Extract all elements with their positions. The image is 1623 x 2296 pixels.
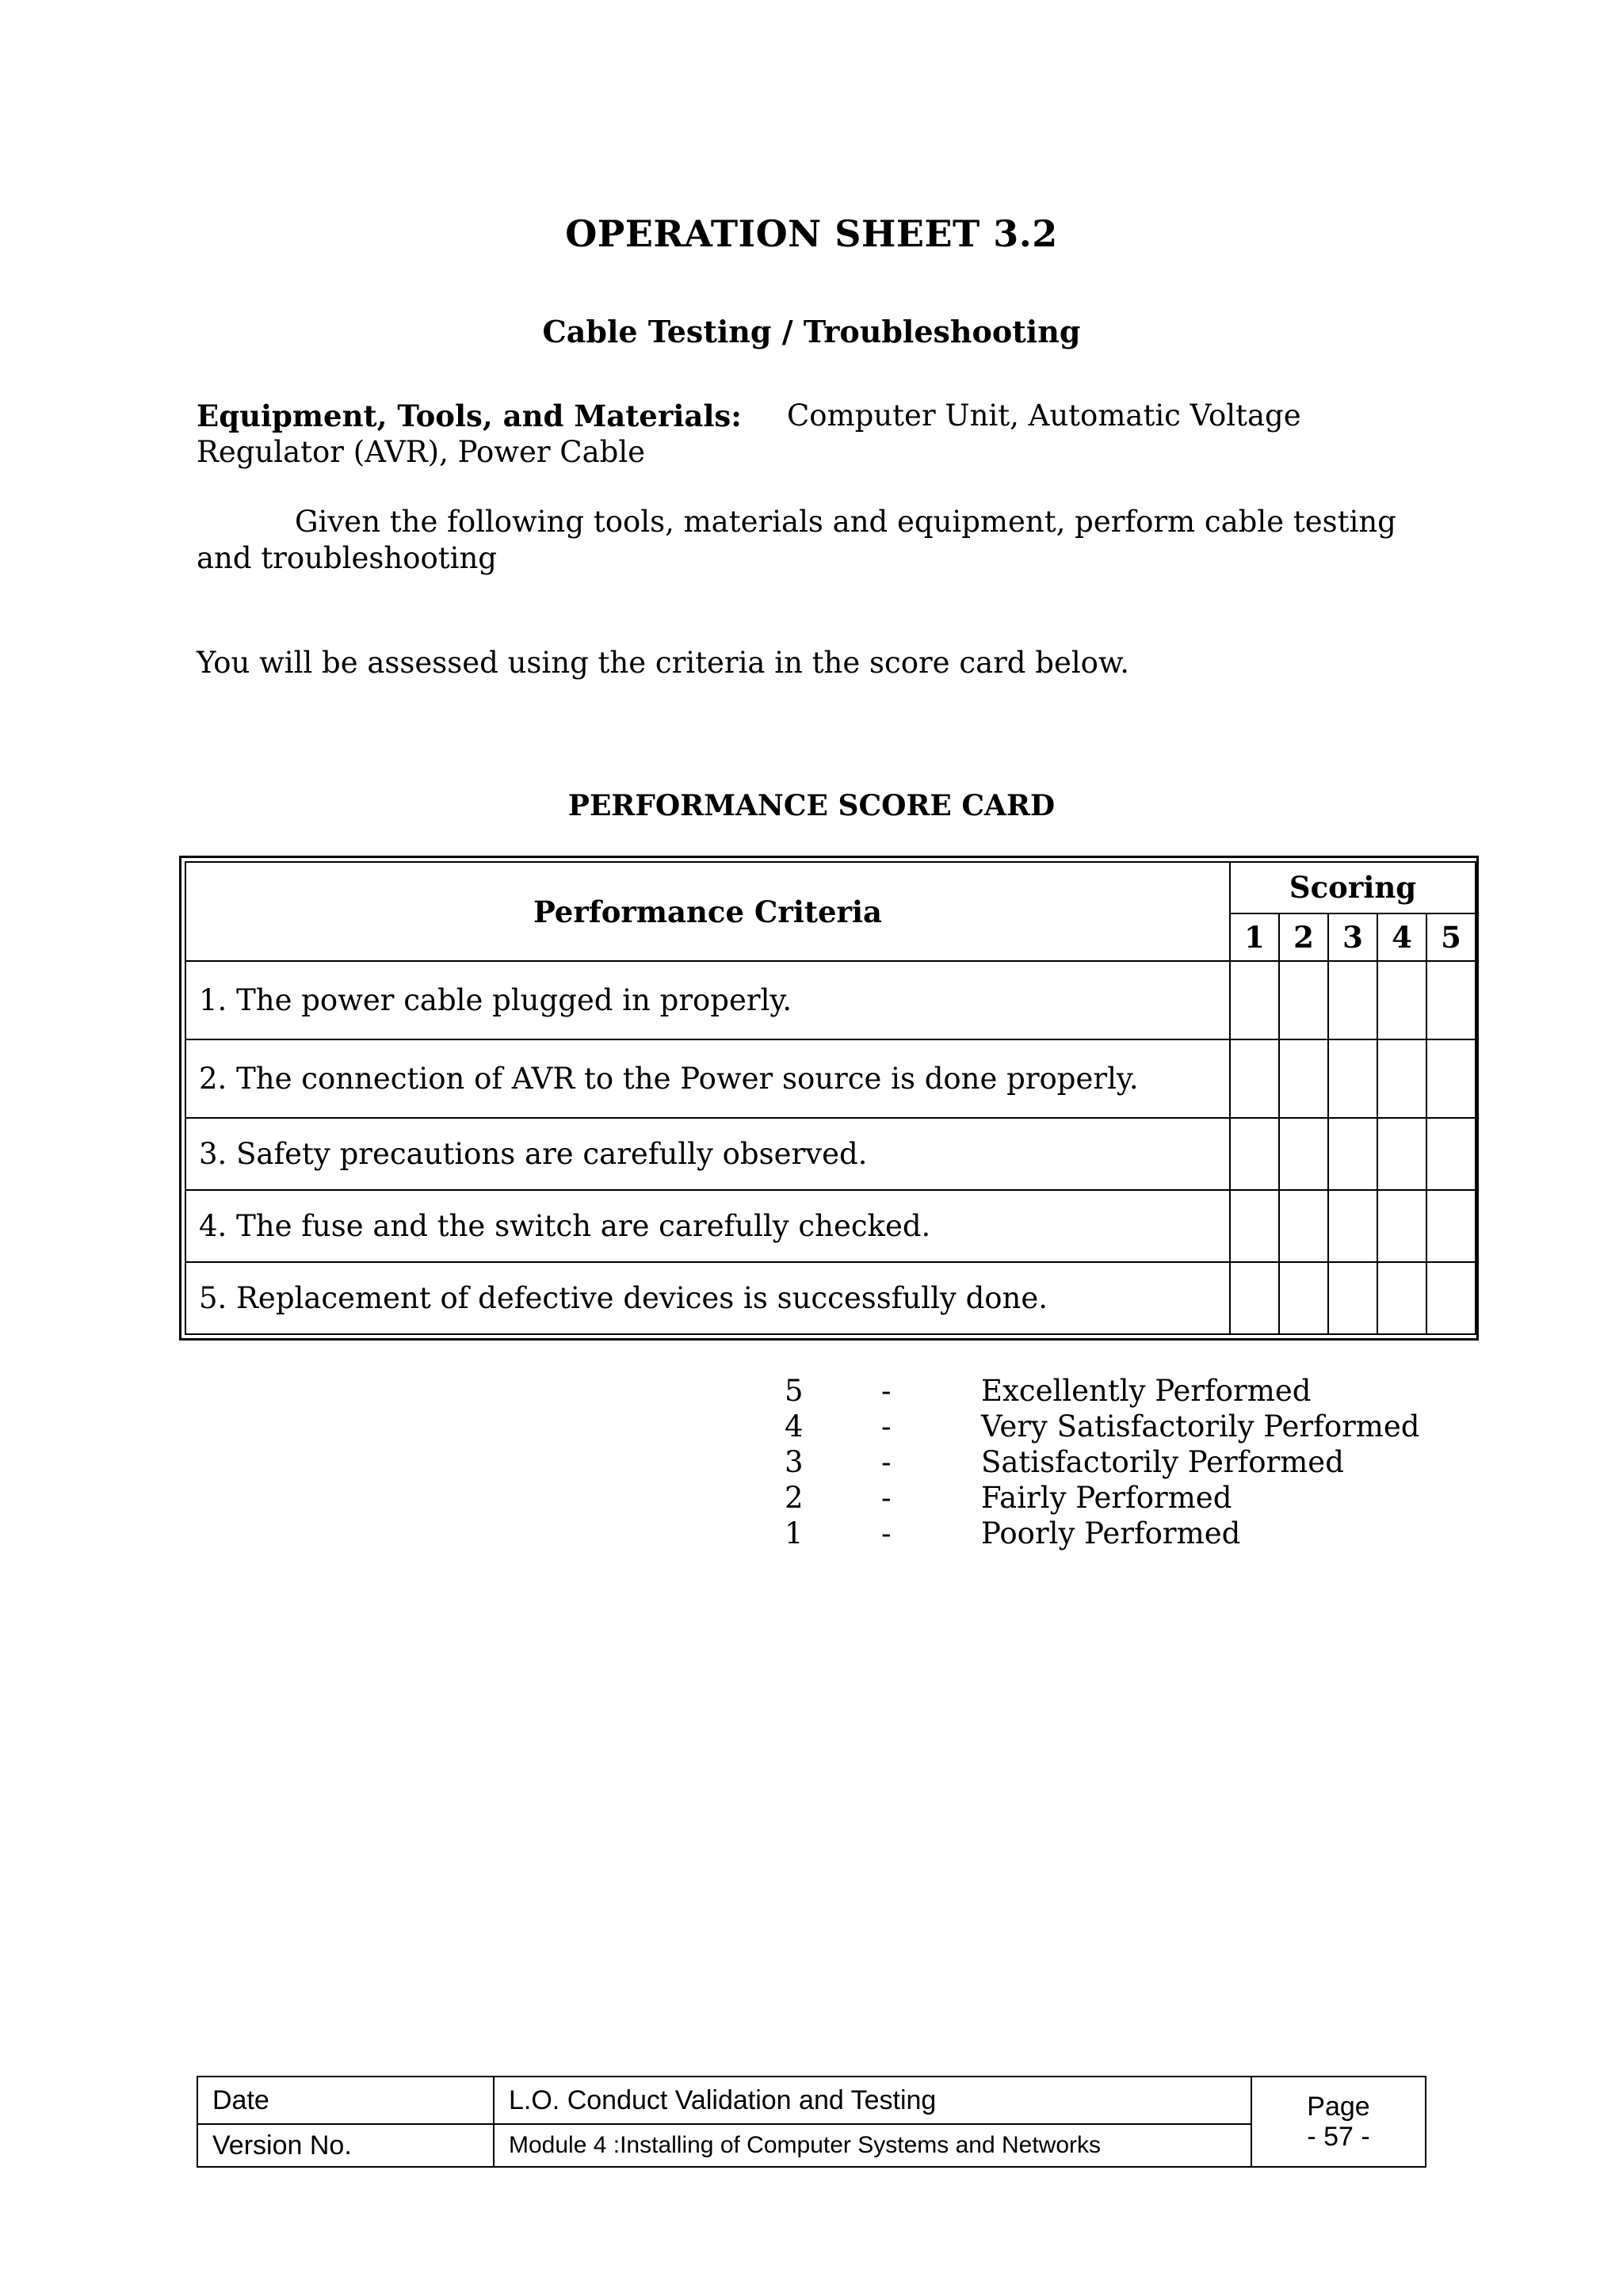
score-cell[interactable]	[1279, 1039, 1328, 1118]
legend-value: 2	[785, 1481, 804, 1515]
criteria-text: 4. The fuse and the switch are carefully checked.	[185, 1190, 1230, 1262]
score-cell[interactable]	[1426, 961, 1476, 1039]
sheet-subtitle: Cable Testing / Troubleshooting	[542, 314, 1081, 349]
legend-row	[785, 1444, 1419, 1480]
criteria-row	[185, 1039, 1476, 1118]
score-card-table	[185, 861, 1476, 1335]
scoring-header: Scoring	[1230, 862, 1476, 913]
legend-description: Very Satisfactorily Performed	[981, 1409, 1420, 1444]
legend-row	[785, 1409, 1419, 1444]
footer-module-text: Module 4 :Installing of Computer Systems and Networks	[494, 2124, 1251, 2167]
equipment-value-line2: Regulator (AVR), Power Cable	[197, 435, 646, 469]
legend-description: Excellently Performed	[981, 1374, 1312, 1408]
score-card-table-frame	[179, 856, 1479, 1341]
legend-dash: -	[881, 1374, 892, 1408]
criteria-text: 1. The power cable plugged in properly.	[185, 961, 1230, 1039]
score-cell[interactable]	[1230, 1039, 1279, 1118]
instruction-line2: and troubleshooting	[197, 541, 497, 575]
footer-date-label: Date	[197, 2077, 494, 2124]
legend-value: 1	[785, 1516, 804, 1550]
legend-row	[785, 1373, 1419, 1409]
footer-page-number: - 57 -	[1307, 2122, 1370, 2152]
score-cell[interactable]	[1328, 1118, 1377, 1190]
footer-lo-text: L.O. Conduct Validation and Testing	[494, 2077, 1251, 2124]
score-cell[interactable]	[1279, 1262, 1328, 1334]
assessment-note: You will be assessed using the criteria in the score card below.	[197, 646, 1129, 680]
score-column-4: 4	[1377, 913, 1426, 962]
score-cell[interactable]	[1279, 961, 1328, 1039]
score-cell[interactable]	[1230, 961, 1279, 1039]
page-footer	[197, 2076, 1426, 2168]
score-cell[interactable]	[1426, 1118, 1476, 1190]
score-column-2: 2	[1279, 913, 1328, 962]
score-cell[interactable]	[1279, 1118, 1328, 1190]
criteria-header: Performance Criteria	[185, 862, 1230, 961]
score-cell[interactable]	[1328, 1262, 1377, 1334]
legend-value: 5	[785, 1374, 804, 1408]
score-cell[interactable]	[1377, 1118, 1426, 1190]
instruction-paragraph	[197, 504, 1433, 577]
score-cell[interactable]	[1230, 1262, 1279, 1334]
criteria-text: 5. Replacement of defective devices is successfully done.	[185, 1262, 1230, 1334]
legend-dash: -	[881, 1516, 892, 1550]
score-cell[interactable]	[1230, 1190, 1279, 1262]
score-column-1: 1	[1230, 913, 1279, 962]
score-cell[interactable]	[1328, 1190, 1377, 1262]
legend-description: Satisfactorily Performed	[981, 1445, 1344, 1479]
score-cell[interactable]	[1328, 1039, 1377, 1118]
criteria-row	[185, 1262, 1476, 1334]
criteria-row	[185, 1190, 1476, 1262]
legend-value: 3	[785, 1445, 804, 1479]
score-column-3: 3	[1328, 913, 1377, 962]
sheet-title: OPERATION SHEET 3.2	[565, 212, 1058, 255]
score-cell[interactable]	[1279, 1190, 1328, 1262]
scoring-legend	[785, 1373, 1419, 1551]
footer-page-label: Page	[1307, 2092, 1370, 2122]
equipment-label: Equipment, Tools, and Materials:	[197, 399, 742, 433]
legend-row	[785, 1516, 1419, 1551]
score-cell[interactable]	[1377, 1190, 1426, 1262]
score-cell[interactable]	[1377, 961, 1426, 1039]
equipment-value-line1: Computer Unit, Automatic Voltage	[787, 399, 1301, 433]
footer-page-box	[1251, 2077, 1426, 2167]
score-cell[interactable]	[1426, 1262, 1476, 1334]
legend-dash: -	[881, 1409, 892, 1444]
legend-description: Poorly Performed	[981, 1516, 1241, 1550]
score-cell[interactable]	[1426, 1039, 1476, 1118]
criteria-row	[185, 961, 1476, 1039]
footer-version-label: Version No.	[197, 2124, 494, 2167]
legend-dash: -	[881, 1481, 892, 1515]
legend-dash: -	[881, 1445, 892, 1479]
criteria-text: 2. The connection of AVR to the Power source is done properly.	[185, 1039, 1230, 1118]
score-cell[interactable]	[1328, 961, 1377, 1039]
score-card-title: PERFORMANCE SCORE CARD	[567, 789, 1056, 822]
instruction-line1: Given the following tools, materials and equipment, perform cable testing	[295, 505, 1396, 539]
score-cell[interactable]	[1377, 1039, 1426, 1118]
score-cell[interactable]	[1426, 1190, 1476, 1262]
score-cell[interactable]	[1230, 1118, 1279, 1190]
equipment-section	[197, 398, 1433, 471]
legend-description: Fairly Performed	[981, 1481, 1232, 1515]
legend-value: 4	[785, 1409, 804, 1444]
legend-row	[785, 1480, 1419, 1516]
score-cell[interactable]	[1377, 1262, 1426, 1334]
score-column-5: 5	[1426, 913, 1476, 962]
criteria-text: 3. Safety precautions are carefully observed.	[185, 1118, 1230, 1190]
criteria-row	[185, 1118, 1476, 1190]
